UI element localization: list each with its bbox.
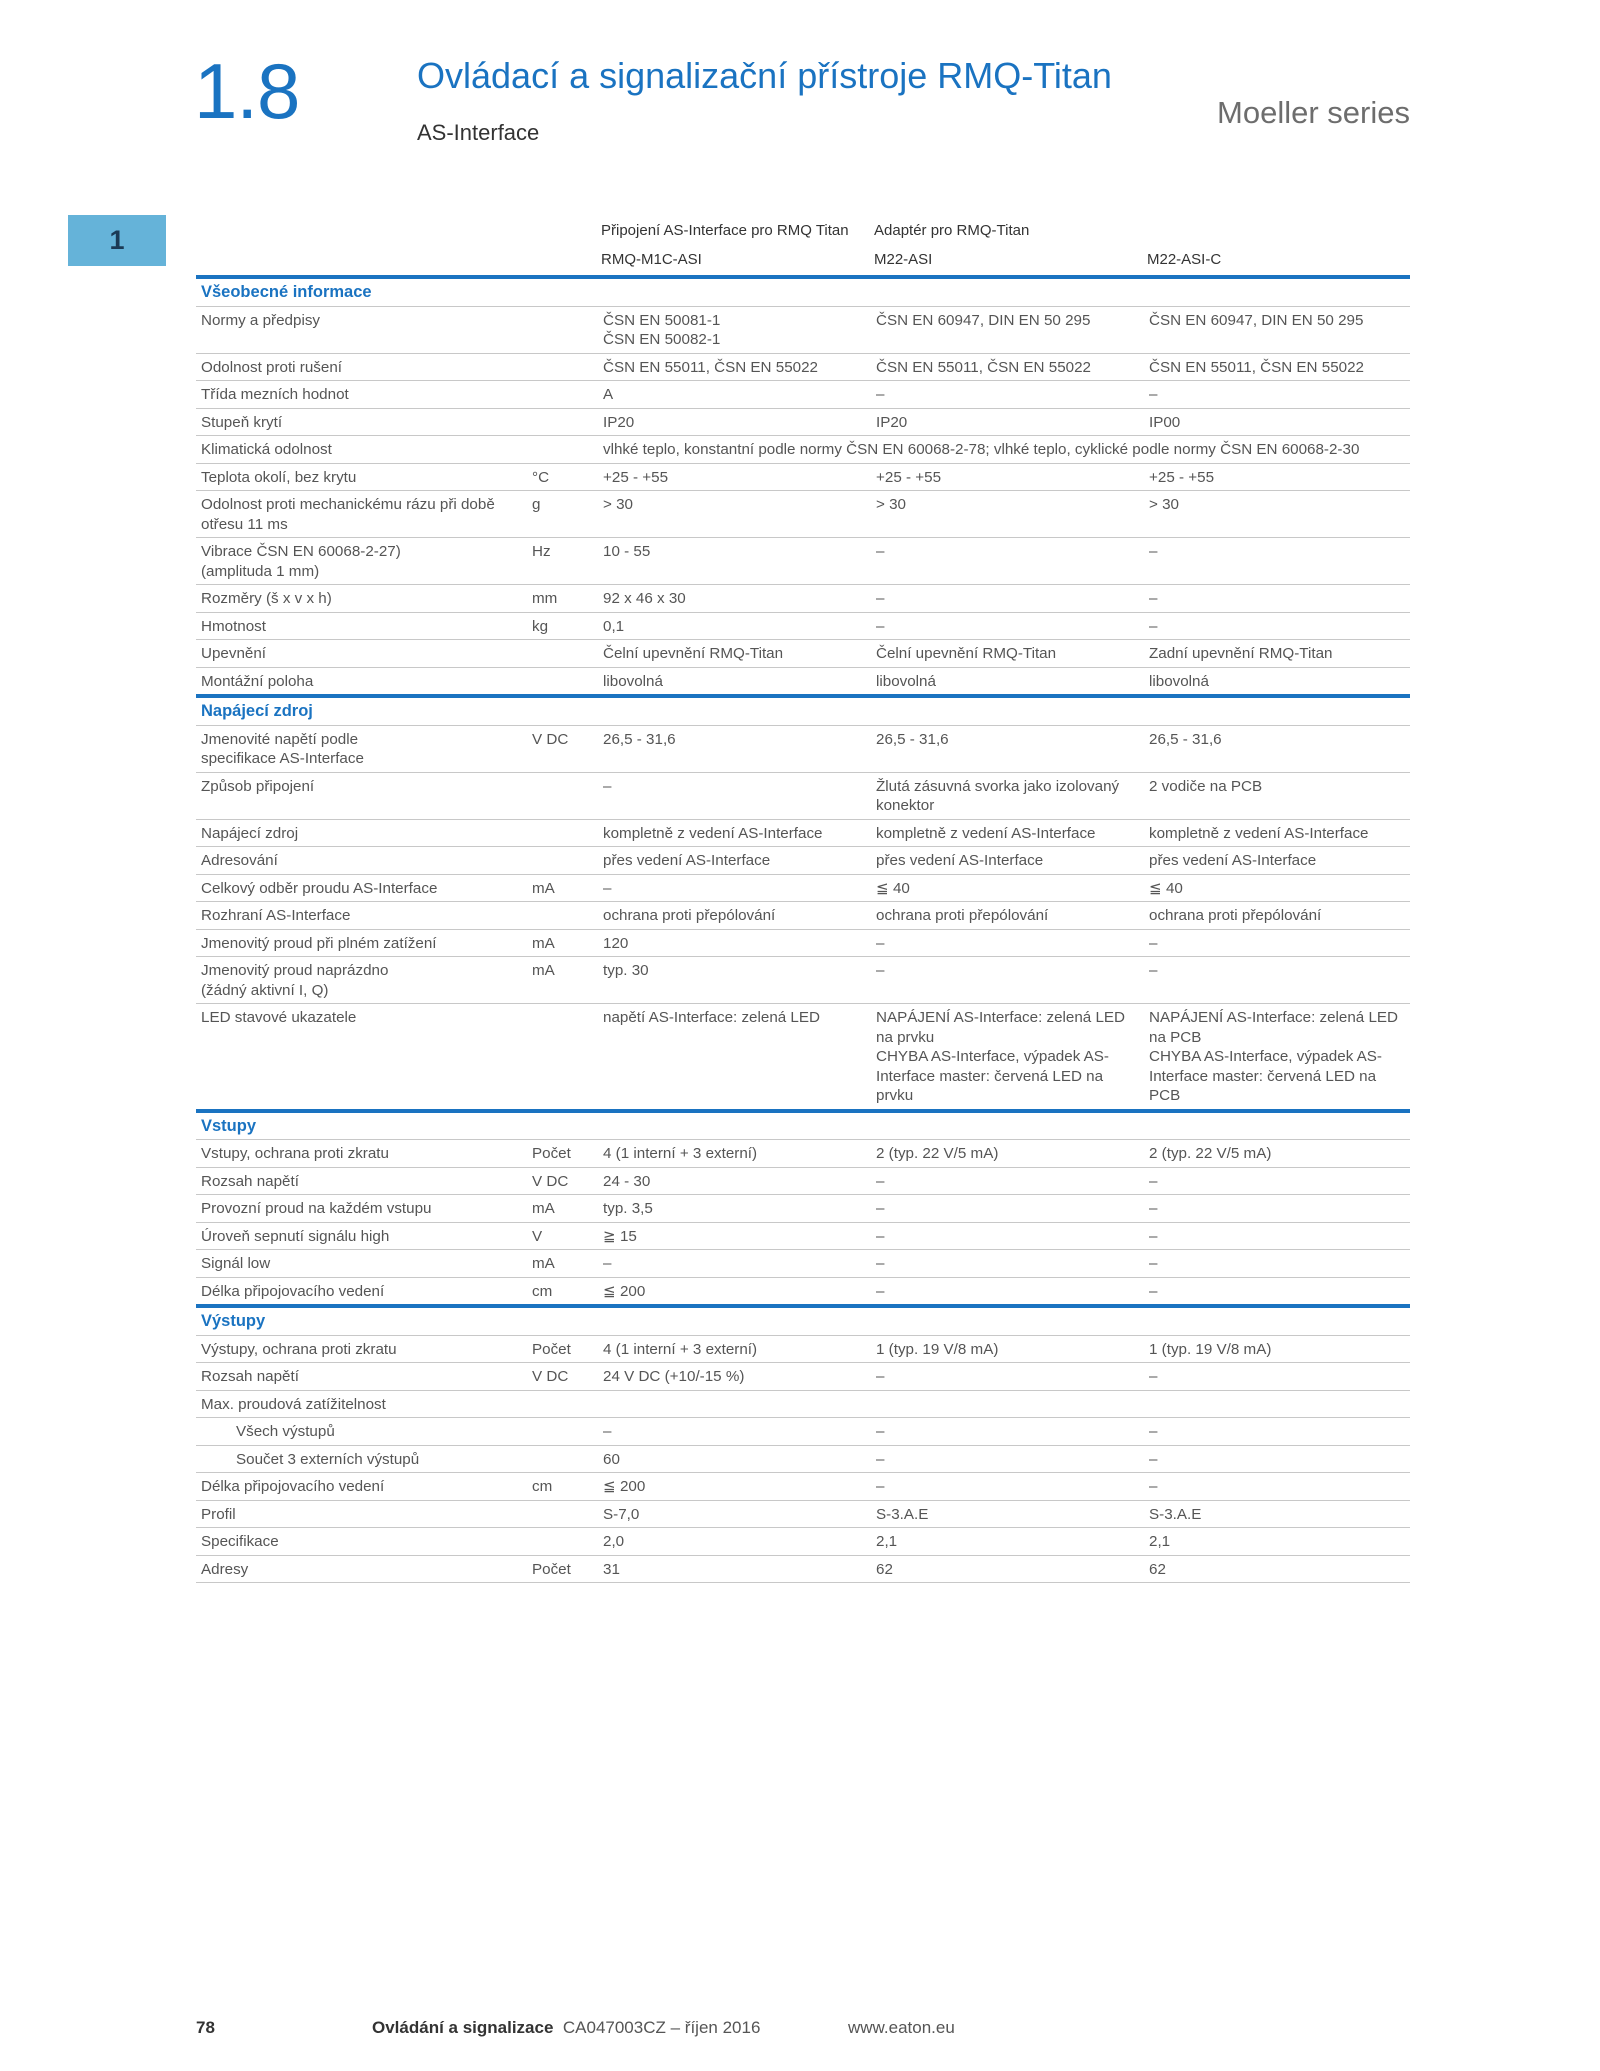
row-label: Provozní proud na každém vstupu [196, 1195, 527, 1223]
page-subtitle: AS-Interface [417, 120, 540, 145]
column-group-2-header: Adaptér pro RMQ-Titan [874, 222, 1030, 239]
table-row [196, 381, 1410, 409]
table-row [196, 463, 1410, 491]
row-unit: cm [527, 1473, 598, 1501]
column-group-1-header: Připojení AS-Interface pro RMQ Titan [601, 222, 849, 239]
footer-category: Ovládání a signalizace [372, 2018, 554, 2037]
row-value-2: – [871, 1167, 1144, 1195]
row-value-3: libovolná [1144, 667, 1410, 696]
row-value-2: 26,5 - 31,6 [871, 725, 1144, 772]
row-label: Celkový odběr proudu AS-Interface [196, 874, 527, 902]
row-value-3: – [1144, 1167, 1410, 1195]
row-value-3: – [1144, 1277, 1410, 1306]
row-unit [527, 1445, 598, 1473]
section-title: Napájecí zdroj [196, 696, 1410, 725]
row-label: Adresování [196, 847, 527, 875]
row-unit [527, 1528, 598, 1556]
row-label: Jmenovitý proud při plném zatížení [196, 929, 527, 957]
row-value-1: 10 - 55 [598, 538, 871, 585]
row-value-3: S-3.A.E [1144, 1500, 1410, 1528]
table-row [196, 585, 1410, 613]
table-row [196, 1418, 1410, 1446]
table-row [196, 1473, 1410, 1501]
row-unit: mA [527, 929, 598, 957]
row-unit [527, 306, 598, 353]
row-label: Vstupy, ochrana proti zkratu [196, 1140, 527, 1168]
row-label: Délka připojovacího vedení [196, 1473, 527, 1501]
row-value-2: ochrana proti přepólování [871, 902, 1144, 930]
row-value-1: – [598, 772, 871, 819]
section-header-row [196, 1111, 1410, 1140]
row-value-2: – [871, 1277, 1144, 1306]
table-row [196, 667, 1410, 696]
table-row [196, 1250, 1410, 1278]
row-value-1: 24 V DC (+10/-15 %) [598, 1363, 871, 1391]
row-value-3: ČSN EN 60947, DIN EN 50 295 [1144, 306, 1410, 353]
row-unit [527, 353, 598, 381]
row-unit: V DC [527, 1363, 598, 1391]
table-row [196, 1555, 1410, 1583]
row-value-3: 2 (typ. 22 V/5 mA) [1144, 1140, 1410, 1168]
row-value-1: 4 (1 interní + 3 externí) [598, 1140, 871, 1168]
chapter-tab: 1 [68, 215, 166, 266]
row-value-2: – [871, 1363, 1144, 1391]
row-value-3 [1144, 1390, 1410, 1418]
table-row [196, 1195, 1410, 1223]
row-value-2: kompletně z vedení AS-Interface [871, 819, 1144, 847]
row-value-2: – [871, 1418, 1144, 1446]
row-value-2: 2 (typ. 22 V/5 mA) [871, 1140, 1144, 1168]
row-unit [527, 819, 598, 847]
row-value-3: – [1144, 538, 1410, 585]
table-row [196, 353, 1410, 381]
row-unit: mA [527, 1250, 598, 1278]
row-unit: mA [527, 1195, 598, 1223]
row-value-2: ≦ 40 [871, 874, 1144, 902]
row-label: Napájecí zdroj [196, 819, 527, 847]
row-value-3: přes vedení AS-Interface [1144, 847, 1410, 875]
row-value-1: ≦ 200 [598, 1277, 871, 1306]
row-label: Způsob připojení [196, 772, 527, 819]
row-unit [527, 640, 598, 668]
row-value-2: – [871, 1222, 1144, 1250]
row-label: Profil [196, 1500, 527, 1528]
table-row [196, 436, 1410, 464]
row-value-3: – [1144, 1473, 1410, 1501]
table-row [196, 929, 1410, 957]
row-unit: Počet [527, 1555, 598, 1583]
row-value-1: typ. 3,5 [598, 1195, 871, 1223]
row-value-1: ochrana proti přepólování [598, 902, 871, 930]
row-unit [527, 436, 598, 464]
row-value-3: ochrana proti přepólování [1144, 902, 1410, 930]
section-header-row [196, 1306, 1410, 1335]
row-value-2: libovolná [871, 667, 1144, 696]
row-unit: Počet [527, 1140, 598, 1168]
row-value-2: 1 (typ. 19 V/8 mA) [871, 1335, 1144, 1363]
column-model-3-header: M22-ASI-C [1147, 251, 1222, 268]
row-label: Stupeň krytí [196, 408, 527, 436]
table-row [196, 1335, 1410, 1363]
row-label: Teplota okolí, bez krytu [196, 463, 527, 491]
row-value-3: – [1144, 585, 1410, 613]
table-row [196, 306, 1410, 353]
row-unit [527, 902, 598, 930]
table-row [196, 819, 1410, 847]
series-label: Moeller series [1217, 95, 1410, 130]
row-unit: Hz [527, 538, 598, 585]
row-value-3: +25 - +55 [1144, 463, 1410, 491]
row-label: Úroveň sepnutí signálu high [196, 1222, 527, 1250]
row-value-3: 1 (typ. 19 V/8 mA) [1144, 1335, 1410, 1363]
row-label: Výstupy, ochrana proti zkratu [196, 1335, 527, 1363]
row-value-3: > 30 [1144, 491, 1410, 538]
table-row [196, 1390, 1410, 1418]
row-value-1: – [598, 1418, 871, 1446]
table-row [196, 725, 1410, 772]
row-label: Rozsah napětí [196, 1363, 527, 1391]
row-label: LED stavové ukazatele [196, 1004, 527, 1111]
row-value-3: – [1144, 1195, 1410, 1223]
row-label: Třída mezních hodnot [196, 381, 527, 409]
row-unit [527, 1004, 598, 1111]
row-label: Adresy [196, 1555, 527, 1583]
row-value-2: S-3.A.E [871, 1500, 1144, 1528]
row-value-3: ČSN EN 55011, ČSN EN 55022 [1144, 353, 1410, 381]
row-value-1: – [598, 874, 871, 902]
row-value-2: 62 [871, 1555, 1144, 1583]
page-title: Ovládací a signalizační přístroje RMQ-Titan [417, 55, 1112, 96]
row-unit: V DC [527, 1167, 598, 1195]
row-value-2: Čelní upevnění RMQ-Titan [871, 640, 1144, 668]
table-row [196, 612, 1410, 640]
row-value-3: – [1144, 929, 1410, 957]
section-title: Všeobecné informace [196, 277, 1410, 306]
row-value-2: přes vedení AS-Interface [871, 847, 1144, 875]
row-value-1: kompletně z vedení AS-Interface [598, 819, 871, 847]
row-label: Rozhraní AS-Interface [196, 902, 527, 930]
row-value-3: 26,5 - 31,6 [1144, 725, 1410, 772]
row-value-1: ČSN EN 55011, ČSN EN 55022 [598, 353, 871, 381]
row-unit: mA [527, 957, 598, 1004]
column-model-1-header: RMQ-M1C-ASI [601, 251, 702, 268]
row-value-1: libovolná [598, 667, 871, 696]
row-value-1: napětí AS-Interface: zelená LED [598, 1004, 871, 1111]
row-value-3: – [1144, 1250, 1410, 1278]
table-row [196, 1140, 1410, 1168]
row-unit: °C [527, 463, 598, 491]
row-value-2: – [871, 538, 1144, 585]
row-unit: V DC [527, 725, 598, 772]
row-value-1 [598, 1390, 871, 1418]
row-value-1: typ. 30 [598, 957, 871, 1004]
row-value-1: 24 - 30 [598, 1167, 871, 1195]
row-value-2: 2,1 [871, 1528, 1144, 1556]
row-label: Odolnost proti mechanickému rázu při době otřesu 11 ms [196, 491, 527, 538]
row-value-1: – [598, 1250, 871, 1278]
row-value-1: IP20 [598, 408, 871, 436]
row-value-1: 60 [598, 1445, 871, 1473]
row-value-3: Zadní upevnění RMQ-Titan [1144, 640, 1410, 668]
row-value-2: – [871, 1250, 1144, 1278]
row-unit [527, 772, 598, 819]
row-unit: kg [527, 612, 598, 640]
footer-website: www.eaton.eu [848, 2018, 955, 2037]
row-value-1: přes vedení AS-Interface [598, 847, 871, 875]
section-title: Výstupy [196, 1306, 1410, 1335]
row-value-2: ČSN EN 55011, ČSN EN 55022 [871, 353, 1144, 381]
row-value-1: ČSN EN 50081-1 ČSN EN 50082-1 [598, 306, 871, 353]
row-value-2: – [871, 929, 1144, 957]
section-title: Vstupy [196, 1111, 1410, 1140]
row-value-span: vlhké teplo, konstantní podle normy ČSN EN 60068-2-78; vlhké teplo, cyklické podle normy ČSN EN 60068-2-30 [598, 436, 1410, 464]
row-value-1: ≧ 15 [598, 1222, 871, 1250]
row-unit: mA [527, 874, 598, 902]
row-unit [527, 847, 598, 875]
row-label: Odolnost proti rušení [196, 353, 527, 381]
row-value-3: IP00 [1144, 408, 1410, 436]
row-label: Signál low [196, 1250, 527, 1278]
section-header-row [196, 277, 1410, 306]
row-value-1: A [598, 381, 871, 409]
row-value-1: 31 [598, 1555, 871, 1583]
row-label: Upevnění [196, 640, 527, 668]
row-value-3: ≦ 40 [1144, 874, 1410, 902]
row-label: Specifikace [196, 1528, 527, 1556]
row-unit [527, 1500, 598, 1528]
row-label: Hmotnost [196, 612, 527, 640]
row-value-1: 2,0 [598, 1528, 871, 1556]
table-row [196, 538, 1410, 585]
row-unit [527, 1418, 598, 1446]
row-label: Jmenovité napětí podle specifikace AS-Interface [196, 725, 527, 772]
row-value-2: – [871, 1195, 1144, 1223]
table-row [196, 1363, 1410, 1391]
row-unit: V [527, 1222, 598, 1250]
row-unit: Počet [527, 1335, 598, 1363]
row-value-2: NAPÁJENÍ AS-Interface: zelená LED na prvku CHYBA AS-Interface, výpadek AS-Interface master: červená LED na prvku [871, 1004, 1144, 1111]
row-value-2: +25 - +55 [871, 463, 1144, 491]
row-value-3: 62 [1144, 1555, 1410, 1583]
row-value-2: – [871, 957, 1144, 1004]
row-value-2: ČSN EN 60947, DIN EN 50 295 [871, 306, 1144, 353]
row-value-1: Čelní upevnění RMQ-Titan [598, 640, 871, 668]
section-header-row [196, 696, 1410, 725]
table-row [196, 640, 1410, 668]
row-value-2: – [871, 1473, 1144, 1501]
row-value-3: – [1144, 1445, 1410, 1473]
row-unit: mm [527, 585, 598, 613]
row-value-1: 92 x 46 x 30 [598, 585, 871, 613]
row-label: Jmenovitý proud naprázdno (žádný aktivní I, Q) [196, 957, 527, 1004]
footer-doc-info [372, 2018, 760, 2038]
row-value-3: kompletně z vedení AS-Interface [1144, 819, 1410, 847]
row-label: Délka připojovacího vedení [196, 1277, 527, 1306]
column-model-2-header: M22-ASI [874, 251, 933, 268]
row-value-1: 0,1 [598, 612, 871, 640]
table-row [196, 1500, 1410, 1528]
row-value-3: NAPÁJENÍ AS-Interface: zelená LED na PCB CHYBA AS-Interface, výpadek AS-Interface master: červená LED na PCB [1144, 1004, 1410, 1111]
row-label: Všech výstupů [196, 1418, 527, 1446]
row-value-3: – [1144, 1222, 1410, 1250]
row-label: Normy a předpisy [196, 306, 527, 353]
table-row [196, 847, 1410, 875]
row-unit [527, 408, 598, 436]
row-value-2: Žlutá zásuvná svorka jako izolovaný konektor [871, 772, 1144, 819]
row-label: Rozsah napětí [196, 1167, 527, 1195]
row-value-1: 4 (1 interní + 3 externí) [598, 1335, 871, 1363]
row-value-3: – [1144, 381, 1410, 409]
row-value-2: > 30 [871, 491, 1144, 538]
table-row [196, 1222, 1410, 1250]
table-row [196, 408, 1410, 436]
row-label: Rozměry (š x v x h) [196, 585, 527, 613]
table-row [196, 874, 1410, 902]
row-label: Vibrace ČSN EN 60068-2-27) (amplituda 1 mm) [196, 538, 527, 585]
table-row [196, 1528, 1410, 1556]
row-value-3: 2 vodiče na PCB [1144, 772, 1410, 819]
page-number: 78 [196, 2018, 215, 2037]
table-row [196, 491, 1410, 538]
table-row [196, 772, 1410, 819]
table-row [196, 1167, 1410, 1195]
row-value-1: ≦ 200 [598, 1473, 871, 1501]
row-value-1: S-7,0 [598, 1500, 871, 1528]
spec-table-body [196, 277, 1410, 1583]
row-value-1: > 30 [598, 491, 871, 538]
row-label: Klimatická odolnost [196, 436, 527, 464]
row-value-2: – [871, 585, 1144, 613]
row-value-3: – [1144, 957, 1410, 1004]
row-value-3: 2,1 [1144, 1528, 1410, 1556]
row-label: Montážní poloha [196, 667, 527, 696]
row-value-2 [871, 1390, 1144, 1418]
row-value-3: – [1144, 1418, 1410, 1446]
section-number: 1.8 [194, 47, 300, 135]
row-value-2: IP20 [871, 408, 1144, 436]
row-unit: cm [527, 1277, 598, 1306]
table-row [196, 957, 1410, 1004]
row-value-2: – [871, 381, 1144, 409]
row-value-2: – [871, 612, 1144, 640]
table-row [196, 1004, 1410, 1111]
spec-table [196, 275, 1410, 1583]
footer-doc-id: CA047003CZ – říjen 2016 [562, 2018, 761, 2037]
table-row [196, 1277, 1410, 1306]
row-unit: g [527, 491, 598, 538]
row-value-1: 26,5 - 31,6 [598, 725, 871, 772]
row-value-3: – [1144, 612, 1410, 640]
row-unit [527, 667, 598, 696]
row-label: Max. proudová zatížitelnost [196, 1390, 527, 1418]
table-row [196, 902, 1410, 930]
table-row [196, 1445, 1410, 1473]
row-value-2: – [871, 1445, 1144, 1473]
row-unit [527, 1390, 598, 1418]
row-value-1: 120 [598, 929, 871, 957]
row-value-1: +25 - +55 [598, 463, 871, 491]
row-value-3: – [1144, 1363, 1410, 1391]
row-label: Součet 3 externích výstupů [196, 1445, 527, 1473]
row-unit [527, 381, 598, 409]
